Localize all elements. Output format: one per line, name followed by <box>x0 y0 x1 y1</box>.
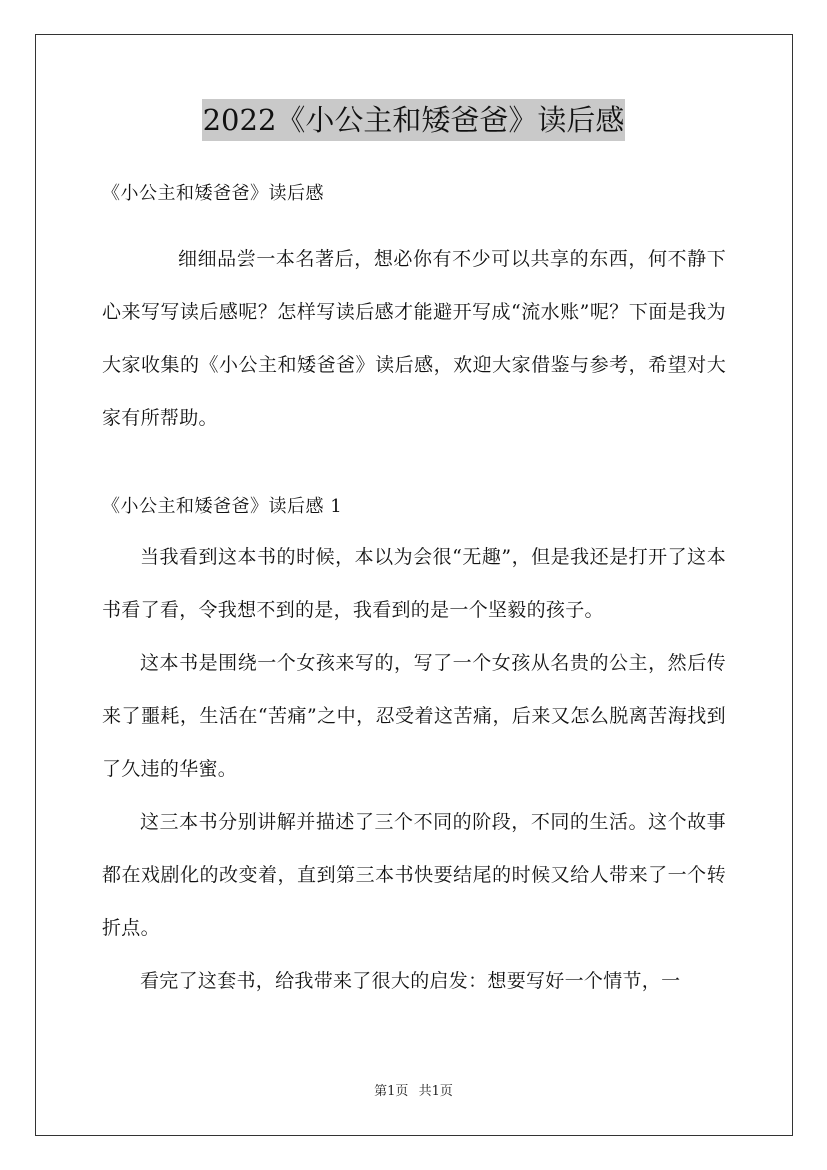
body-paragraph-4: 看完了这套书，给我带来了很大的启发：想要写好一个情节，一 <box>140 970 681 992</box>
section-spacer <box>102 445 726 489</box>
title-container <box>0 99 827 141</box>
body-paragraph-3: 这三本书分别讲解并描述了三个不同的阶段，不同的生活。这个故事都在戏剧化的改变着，直到第三本书快要结尾的时候又给人带来了一个转折点。 <box>102 811 726 939</box>
page-footer <box>0 1083 827 1101</box>
body-paragraph-1: 当我看到这本书的时候，本以为会很“无趣”，但是我还是打开了这本书看了看，令我想不到的是，我看到的是一个坚毅的孩子。 <box>102 546 726 621</box>
document-subtitle: 《小公主和矮爸爸》读后感 <box>102 183 324 204</box>
intro-paragraph: 细细品尝一本名著后，想必你有不少可以共享的东西，何不静下心来写写读后感呢？怎样写读后感才能避开写成“流水账”呢？下面是我为大家收集的《小公主和矮爸爸》读后感，欢迎大家借鉴与参考，希望对大家有所帮助。 <box>102 248 726 429</box>
page-number: 第1页 <box>374 1084 409 1099</box>
body-paragraph-2: 这本书是围绕一个女孩来写的，写了一个女孩从名贵的公主，然后传来了噩耗，生活在“苦痛”之中，忍受着这苦痛，后来又怎么脱离苦海找到了久违的华蜜。 <box>102 652 726 780</box>
document-body <box>102 176 726 1008</box>
section-heading: 《小公主和矮爸爸》读后感 1 <box>102 496 343 517</box>
page-total: 共1页 <box>418 1084 453 1099</box>
document-title: 2022《小公主和矮爸爸》读后感 <box>202 99 626 141</box>
